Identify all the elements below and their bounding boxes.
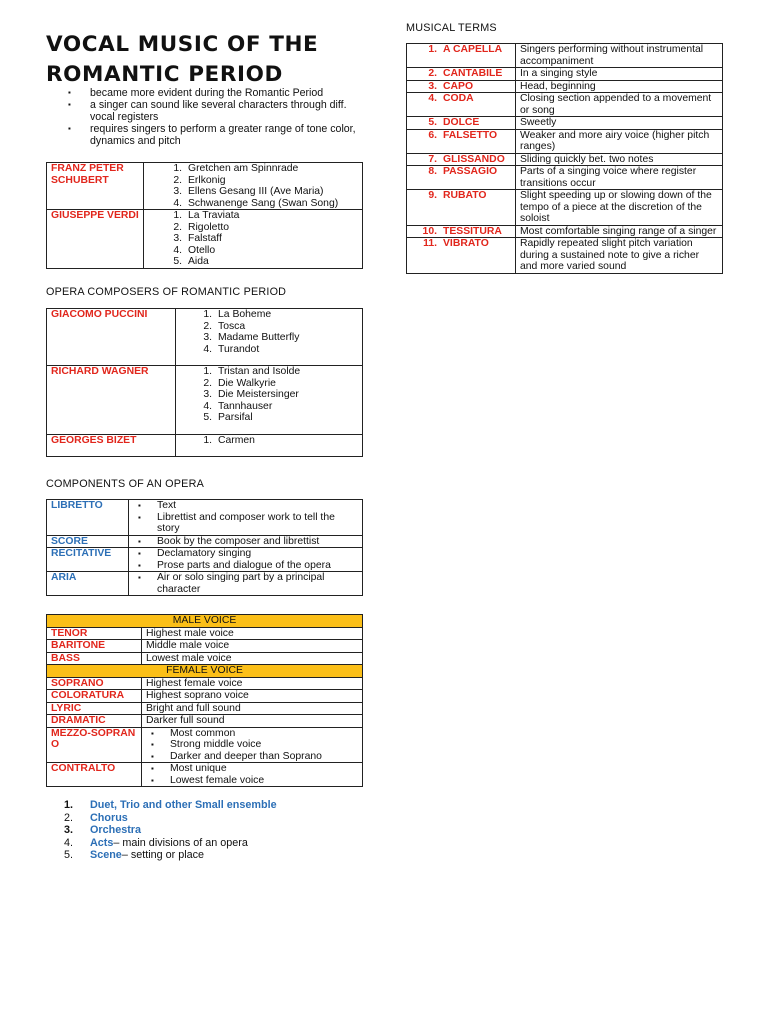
- voice-name: TENOR: [47, 627, 142, 640]
- term-definition: Weaker and more airy voice (higher pitch ranges): [516, 129, 723, 153]
- intro-bullets: [68, 87, 368, 147]
- term-cell: [407, 93, 516, 117]
- work-item: Tosca: [218, 320, 246, 332]
- voice-desc: Middle male voice: [142, 640, 363, 653]
- term-cell: [407, 225, 516, 238]
- term-number: 10.: [422, 225, 437, 237]
- voice-name: BASS: [47, 652, 142, 665]
- table-row: [407, 129, 723, 153]
- term-number: 7.: [428, 153, 437, 165]
- term-number: 6.: [428, 129, 437, 141]
- term-name: RUBATO: [443, 190, 487, 201]
- voice-name: BARITONE: [47, 640, 142, 653]
- male-voice-header-row: [47, 615, 363, 628]
- table-row: [407, 190, 723, 226]
- table-row: [47, 627, 363, 640]
- table-row: [47, 366, 363, 435]
- male-voice-header: MALE VOICE: [47, 615, 363, 628]
- term-name: TESSITURA: [443, 225, 502, 237]
- work-item: Die Walkyrie: [218, 377, 276, 389]
- table-row: [407, 93, 723, 117]
- term-name: CAPO: [443, 80, 474, 92]
- page-title: [46, 30, 376, 90]
- table-row: [407, 80, 723, 93]
- voice-desc: [142, 763, 363, 787]
- voice-desc: [142, 727, 363, 763]
- list-term: Orchestra: [90, 824, 142, 836]
- term-number: 9.: [428, 190, 437, 201]
- table-row: [407, 225, 723, 238]
- component-item: ▪ Prose parts and dialogue of the opera: [133, 560, 358, 572]
- table-row: [407, 238, 723, 274]
- opera-parts-list: [64, 799, 277, 862]
- opera-composers-table: [46, 308, 363, 457]
- term-cell: [407, 153, 516, 166]
- work-item: Ellens Gesang III (Ave Maria): [188, 186, 324, 197]
- voice-desc: Highest soprano voice: [142, 690, 363, 703]
- intro-bullet: ▪ became more evident during the Romantic Period: [68, 87, 368, 99]
- term-definition: Sliding quickly bet. two notes: [516, 153, 723, 166]
- voice-desc: Lowest male voice: [142, 652, 363, 665]
- list-number: 4.: [64, 836, 74, 849]
- component-desc: [129, 572, 363, 596]
- work-item: Madame Butterfly: [218, 332, 300, 343]
- term-cell: [407, 117, 516, 130]
- table-row: [407, 68, 723, 81]
- term-cell: [407, 44, 516, 68]
- table-row: [407, 153, 723, 166]
- term-number: 4.: [428, 93, 437, 104]
- table-row: [47, 715, 363, 728]
- term-definition: Closing section appended to a movement or song: [516, 93, 723, 117]
- term-definition: Slight speeding up or slowing down of the tempo of a piece at the discretion of the soloist: [516, 190, 723, 226]
- component-desc: [129, 548, 363, 572]
- list-item: [64, 812, 277, 825]
- list-number: 2.: [64, 811, 74, 824]
- table-row: [47, 572, 363, 596]
- component-item: ▪ Air or solo singing part by a principal character: [133, 572, 358, 595]
- voice-name: DRAMATIC: [47, 715, 142, 728]
- table-row: [407, 117, 723, 130]
- voice-name: MEZZO-SOPRANO: [47, 727, 142, 763]
- work-item: La Boheme: [218, 309, 272, 320]
- term-definition: In a singing style: [516, 68, 723, 81]
- list-item: [64, 824, 277, 837]
- table-row: [47, 535, 363, 548]
- components-table: [46, 499, 363, 596]
- term-name: A CAPELLA: [443, 44, 503, 55]
- term-name: VIBRATO: [443, 238, 489, 249]
- component-term: ARIA: [47, 572, 129, 596]
- list-rest: – setting or place: [121, 849, 205, 861]
- term-name: CODA: [443, 93, 474, 104]
- voice-name: CONTRALTO: [47, 763, 142, 787]
- list-term: Scene: [90, 849, 122, 861]
- table-row: [47, 640, 363, 653]
- work-item: Aida: [188, 256, 209, 267]
- term-name: PASSAGIO: [443, 166, 498, 177]
- opera-composers-heading: OPERA COMPOSERS OF ROMANTIC PERIOD: [46, 286, 287, 298]
- list-item: [64, 799, 277, 812]
- term-definition: Sweetly: [516, 117, 723, 130]
- list-term: Chorus: [90, 811, 128, 824]
- term-definition: Singers performing without instrumental accompaniment: [516, 44, 723, 68]
- term-name: GLISSANDO: [443, 153, 505, 165]
- term-number: 8.: [428, 166, 437, 177]
- composer-works: 1. Tristan and Isolde 2. Die Walkyrie 3. Die Meistersinger 4. Tannhauser 5. Parsifal: [176, 366, 363, 435]
- list-item: [64, 849, 277, 862]
- work-item: Rigoletto: [188, 221, 230, 233]
- composers-table: [46, 162, 363, 269]
- component-term: RECITATIVE: [47, 548, 129, 572]
- table-row: [47, 163, 363, 210]
- term-cell: [407, 190, 516, 226]
- voice-name: LYRIC: [47, 702, 142, 715]
- component-desc: [129, 500, 363, 536]
- term-number: 2.: [428, 68, 437, 79]
- table-row: [47, 548, 363, 572]
- voice-item: ▪ Strong middle voice: [146, 739, 358, 751]
- work-item: Otello: [188, 244, 216, 256]
- composer-works: 1. La Boheme 2. Tosca 3. Madame Butterfly 4. Turandot: [176, 309, 363, 366]
- term-cell: [407, 129, 516, 153]
- voice-name: COLORATURA: [47, 690, 142, 703]
- female-voice-header: FEMALE VOICE: [47, 665, 363, 678]
- table-row: [47, 702, 363, 715]
- term-cell: [407, 80, 516, 93]
- work-item: Gretchen am Spinnrade: [188, 163, 299, 174]
- component-item: ▪ Librettist and composer work to tell the story: [133, 512, 358, 535]
- term-name: FALSETTO: [443, 129, 498, 141]
- table-row: [47, 500, 363, 536]
- term-name: CANTABILE: [443, 68, 503, 79]
- list-term: Acts: [90, 836, 114, 849]
- components-heading: COMPONENTS OF AN OPERA: [46, 478, 204, 490]
- work-item: Tristan and Isolde: [218, 366, 301, 377]
- term-definition: Head, beginning: [516, 80, 723, 93]
- voice-item: ▪ Most unique: [146, 763, 358, 775]
- composer-name: FRANZ PETER SCHUBERT: [47, 163, 144, 210]
- musical-terms-heading: MUSICAL TERMS: [406, 22, 497, 34]
- work-item: Turandot: [218, 343, 260, 355]
- voice-item: ▪ Lowest female voice: [146, 775, 358, 787]
- work-item: Tannhauser: [218, 400, 273, 412]
- term-number: 3.: [428, 80, 437, 92]
- composer-name: GEORGES BIZET: [47, 435, 176, 457]
- composer-name: GIACOMO PUCCINI: [47, 309, 176, 366]
- title-line-1: VOCAL MUSIC OF THE: [46, 32, 319, 57]
- table-row: [47, 727, 363, 763]
- component-item: ▪ Declamatory singing: [133, 548, 358, 560]
- list-number: 5.: [64, 849, 74, 861]
- table-row: [47, 435, 363, 457]
- term-cell: [407, 238, 516, 274]
- component-term: SCORE: [47, 535, 129, 548]
- list-item: [64, 837, 277, 850]
- component-item: ▪ Text: [133, 500, 358, 512]
- voice-name: SOPRANO: [47, 677, 142, 690]
- component-item: ▪ Book by the composer and librettist: [133, 536, 358, 548]
- voice-item: ▪ Most common: [146, 728, 358, 740]
- list-term: Duet, Trio and other Small ensemble: [90, 799, 277, 811]
- work-item: Erlkonig: [188, 174, 226, 186]
- work-item: La Traviata: [188, 210, 240, 221]
- female-voice-header-row: [47, 665, 363, 678]
- list-number: 3.: [64, 824, 74, 836]
- component-desc: [129, 535, 363, 548]
- work-item: Schwanenge Sang (Swan Song): [188, 197, 339, 209]
- work-item: Parsifal: [218, 412, 253, 423]
- term-definition: Rapidly repeated slight pitch variation during a sustained note to give a richer and more varied sound: [516, 238, 723, 274]
- table-row: [47, 652, 363, 665]
- component-term: LIBRETTO: [47, 500, 129, 536]
- table-row: [47, 309, 363, 366]
- work-item: Die Meistersinger: [218, 389, 299, 400]
- voice-item: ▪ Darker and deeper than Soprano: [146, 751, 358, 763]
- voice-desc: Darker full sound: [142, 715, 363, 728]
- term-name: DOLCE: [443, 117, 480, 128]
- term-cell: [407, 68, 516, 81]
- work-item: Falstaff: [188, 233, 222, 244]
- table-row: [47, 210, 363, 269]
- list-rest: – main divisions of an opera: [113, 836, 248, 849]
- composer-works: 1. La Traviata 2. Rigoletto 3. Falstaff 4. Otello 5. Aida: [144, 210, 363, 269]
- term-definition: Parts of a singing voice where register transitions occur: [516, 166, 723, 190]
- term-number: 1.: [428, 44, 437, 55]
- voice-desc: Highest male voice: [142, 627, 363, 640]
- table-row: [47, 690, 363, 703]
- table-row: [407, 166, 723, 190]
- composer-name: GIUSEPPE VERDI: [47, 210, 144, 269]
- intro-bullet: ▪ a singer can sound like several characters through diff. vocal registers: [68, 99, 368, 123]
- title-line-2: ROMANTIC PERIOD: [46, 62, 283, 87]
- composer-works: 1. Gretchen am Spinnrade 2. Erlkonig 3. Ellens Gesang III (Ave Maria) 4. Schwanenge Sang (Swan Song): [144, 163, 363, 210]
- table-row: [47, 763, 363, 787]
- composer-works: 1. Carmen: [176, 435, 363, 457]
- work-item: Carmen: [218, 435, 255, 446]
- table-row: [47, 677, 363, 690]
- term-cell: [407, 166, 516, 190]
- list-number: 1.: [64, 799, 74, 811]
- table-row: [407, 44, 723, 68]
- composer-name: RICHARD WAGNER: [47, 366, 176, 435]
- musical-terms-table: [406, 43, 723, 274]
- term-number: 5.: [428, 117, 437, 128]
- voice-table: [46, 614, 363, 787]
- term-number: 11.: [423, 238, 437, 249]
- voice-desc: Highest female voice: [142, 677, 363, 690]
- term-definition: Most comfortable singing range of a singer: [516, 225, 723, 238]
- voice-desc: Bright and full sound: [142, 702, 363, 715]
- intro-bullet: ▪ requires singers to perform a greater range of tone color, dynamics and pitch: [68, 123, 368, 147]
